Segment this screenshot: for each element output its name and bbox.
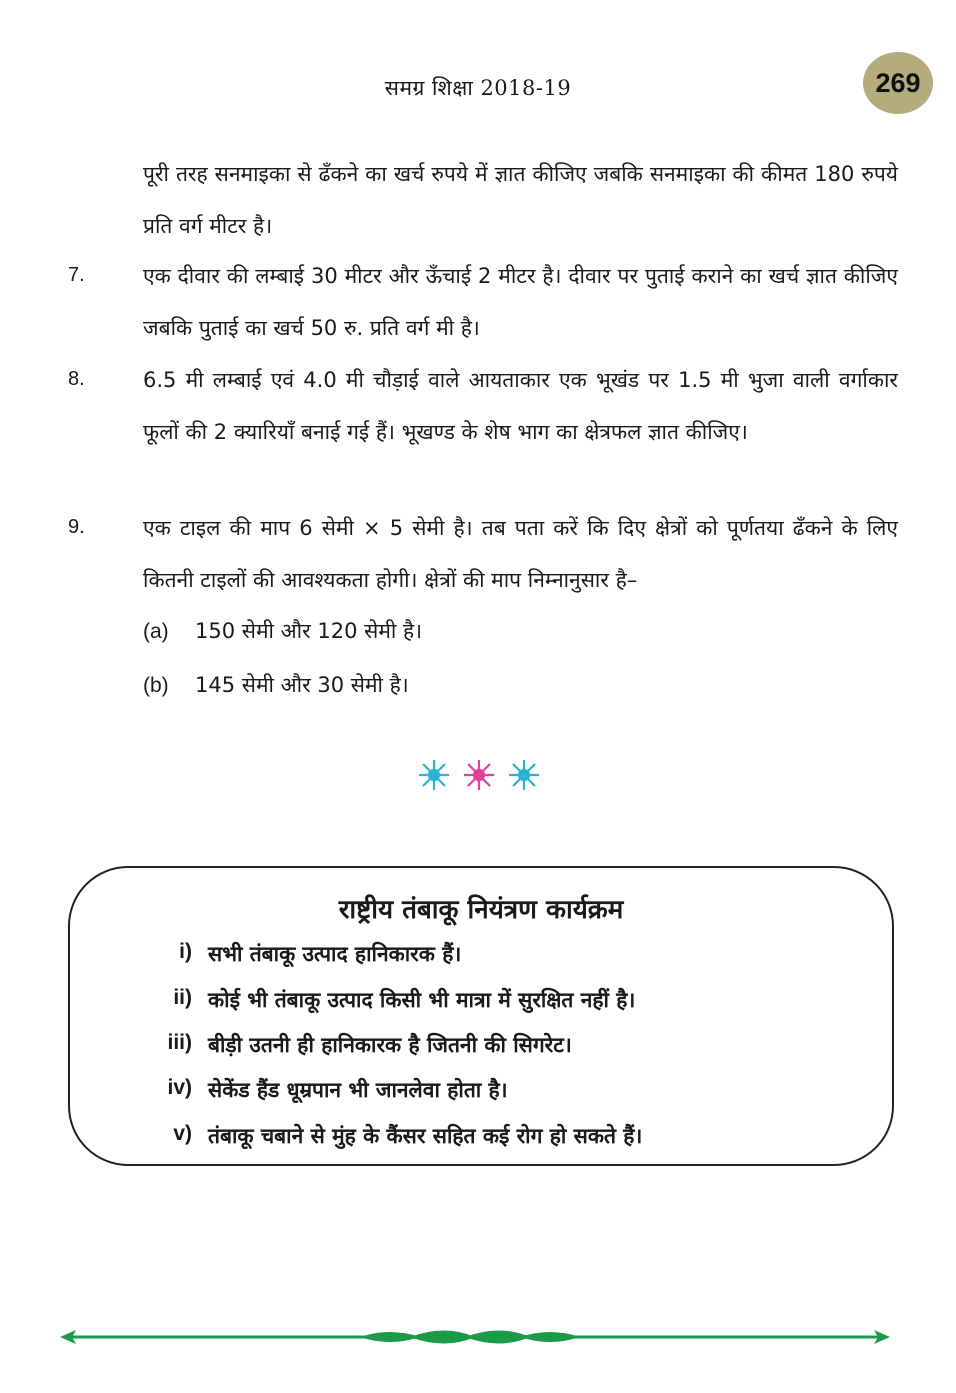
question-7-number: 7. — [68, 264, 85, 286]
notice-item-number: v) — [173, 1122, 192, 1145]
question-9-number: 9. — [68, 516, 85, 538]
question-9-text: एक टाइल की माप 6 सेमी × 5 सेमी है। तब पता करें कि दिए क्षेत्रों को पूर्णतया ढँकने के लिए कितनी टाइलों की आवश्यकता होगी। क्षेत्रों की माप निम्नानुसार है– — [143, 516, 898, 592]
notice-item-text: तंबाकू चबाने से मुंह के कैंसर सहित कई रोग हो सकते हैं। — [208, 1124, 643, 1148]
part-label: (b) — [143, 674, 169, 697]
question-9-part-b — [143, 671, 409, 699]
star-icon — [419, 760, 449, 790]
star-icon — [464, 760, 494, 790]
decorative-stars — [414, 755, 544, 795]
notice-item-number: i) — [179, 940, 192, 963]
notice-title: राष्ट्रीय तंबाकू नियंत्रण कार्यक्रम — [338, 895, 624, 925]
question-8-text: 6.5 मी लम्बाई एवं 4.0 मी चौड़ाई वाले आयताकार एक भूखंड पर 1.5 मी भुजा वाली वर्गाकार फूलों की 2 क्यारियाँ बनाई गई हैं। भूखण्ड के शेष भाग का क्षेत्रफल ज्ञात कीजिए। — [143, 368, 898, 444]
question-8-number: 8. — [68, 368, 85, 390]
notice-item-text: बीड़ी उतनी ही हानिकारक है जितनी की सिगरेट। — [208, 1033, 572, 1057]
part-text: 150 सेमी और 120 सेमी है। — [195, 619, 423, 643]
question-7-text: एक दीवार की लम्बाई 30 मीटर और ऊँचाई 2 मीटर है। दीवार पर पुताई कराने का खर्च ज्ञात कीजिए जबकि पुताई का खर्च 50 रु. प्रति वर्ग मी है। — [143, 264, 898, 340]
star-icon — [509, 760, 539, 790]
page-number-badge: 269 — [863, 52, 933, 114]
page-header-title: समग्र शिक्षा 2018-19 — [384, 76, 572, 100]
notice-item-text: कोई भी तंबाकू उत्पाद किसी भी मात्रा में सुरक्षित नहीं है। — [208, 988, 636, 1012]
question-9-part-a — [143, 617, 422, 645]
bottom-ornament — [60, 1322, 890, 1352]
notice-item-number: ii) — [173, 986, 192, 1009]
notice-item-number: iv) — [167, 1076, 192, 1099]
notice-item-text: सेकेंड हैंड धूम्रपान भी जानलेवा होता है। — [208, 1078, 508, 1102]
notice-item-text: सभी तंबाकू उत्पाद हानिकारक हैं। — [208, 942, 462, 966]
notice-item-number: iii) — [167, 1031, 192, 1054]
part-label: (a) — [143, 620, 169, 643]
notice-box — [68, 866, 894, 1166]
intro-paragraph: पूरी तरह सनमाइका से ढँकने का खर्च रुपये में ज्ञात कीजिए जबकि सनमाइका की कीमत 180 रुपये प्रति वर्ग मीटर है। — [143, 162, 898, 238]
part-text: 145 सेमी और 30 सेमी है। — [195, 673, 409, 697]
